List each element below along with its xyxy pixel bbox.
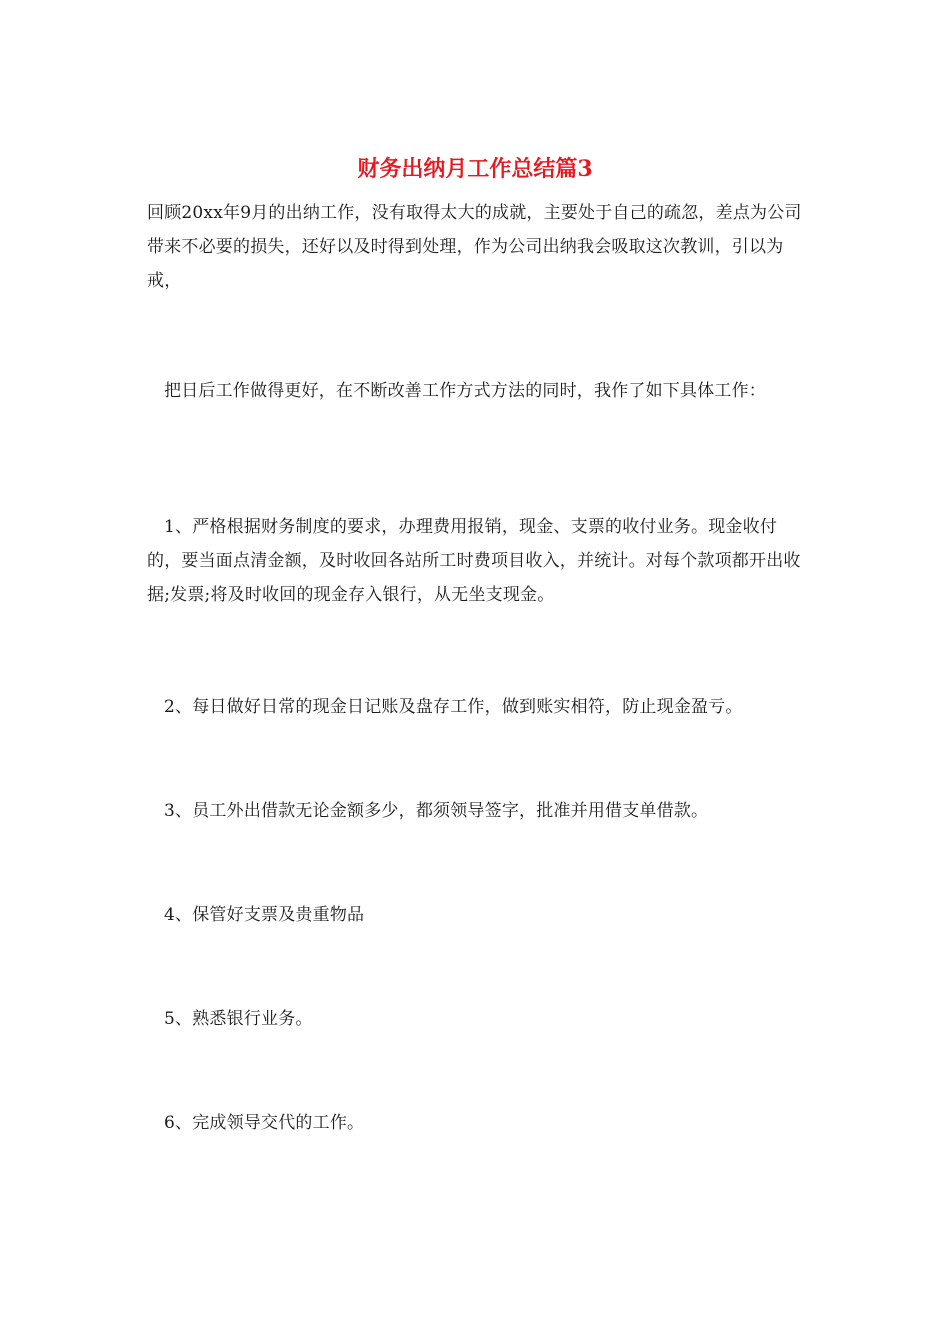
list-item: 2、每日做好日常的现金日记账及盘存工作，做到账实相符，防止现金盈亏。 (164, 697, 743, 717)
document-title: 财务出纳月工作总结篇3 (357, 156, 593, 182)
list-item: 3、员工外出借款无论金额多少，都须领导签字，批准并用借支单借款。 (164, 801, 709, 821)
list-item: 5、熟悉银行业务。 (164, 1009, 313, 1029)
lead-paragraph: 把日后工作做得更好，在不断改善工作方式方法的同时，我作了如下具体工作： (164, 381, 766, 401)
list-item: 1、严格根据财务制度的要求，办理费用报销，现金、支票的收付业务。现金收付的，要当面点清金额，及时收回各站所工时费项目收入，并统计。对每个款项都开出收据;发票;将及时收回的现金存入银行，从无坐支现金。 (147, 517, 801, 605)
list-item: 4、保管好支票及贵重物品 (164, 905, 365, 925)
list-item: 6、完成领导交代的工作。 (164, 1113, 365, 1133)
intro-paragraph: 回顾20xx年9月的出纳工作，没有取得太大的成就，主要处于自己的疏忽，差点为公司带来不必要的损失，还好以及时得到处理，作为公司出纳我会吸取这次教训，引以为戒， (147, 203, 802, 291)
